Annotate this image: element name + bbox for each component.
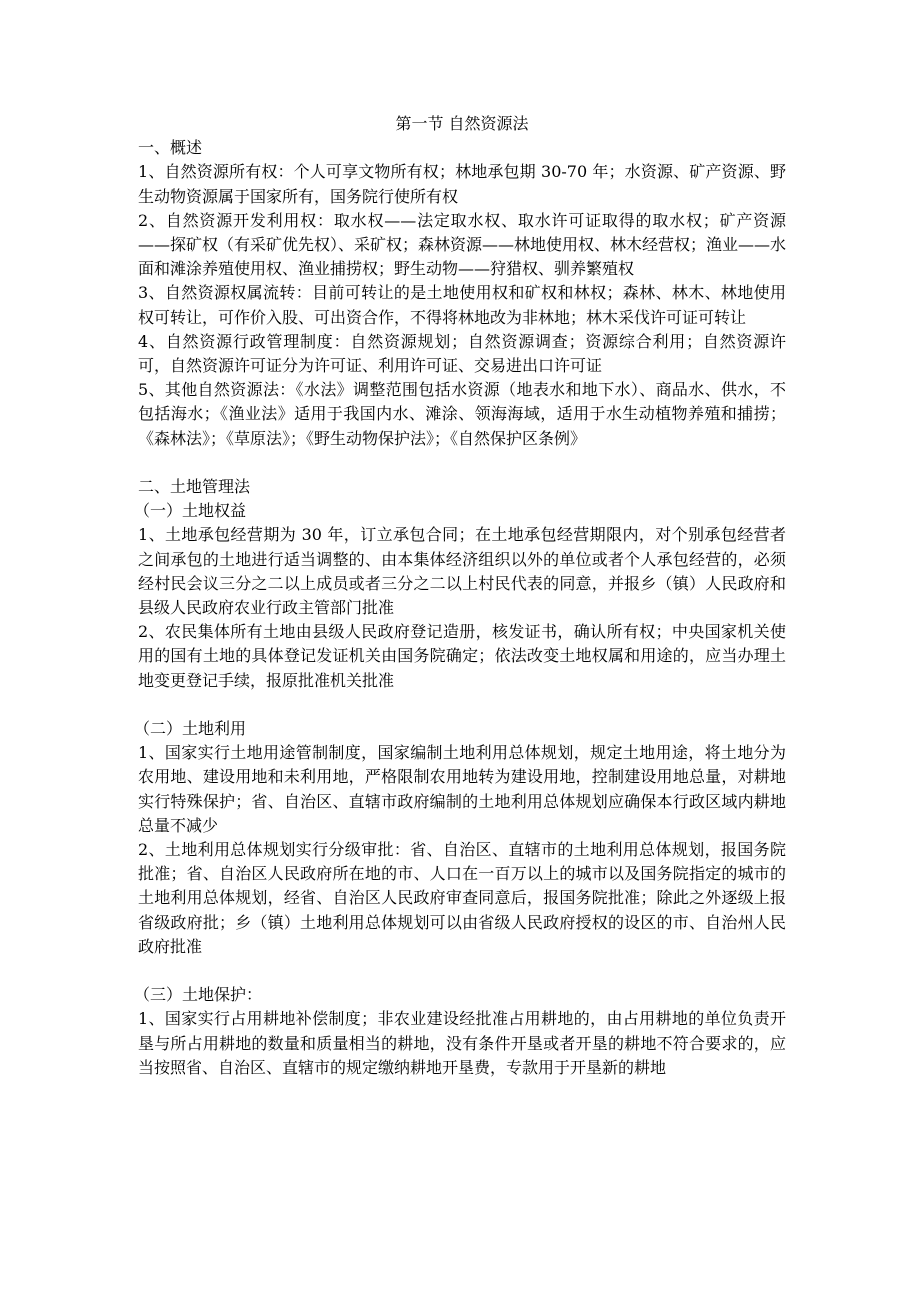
paragraph: 2、农民集体所有土地由县级人民政府登记造册，核发证书，确认所有权；中央国家机关使用的国有土地的具体登记发证机关由国务院确定；依法改变土地权属和用途的，应当办理土地变更登记手续，报原批准机关批准: [138, 622, 786, 690]
section-heading-land-law: 二、土地管理法: [138, 477, 251, 497]
paragraph: 2、自然资源开发利用权：取水权——法定取水权、取水许可证取得的取水权；矿产资源——探矿权（有采矿优先权）、采矿权；森林资源——林地使用权、林木经营权；渔业——水面和滩涂养殖使用权、渔业捕捞权；野生动物——狩猎权、驯养繁殖权: [138, 210, 787, 279]
subsection-heading-land-rights: （一）土地权益: [134, 501, 247, 521]
paragraph: 1、国家实行土地用途管制制度，国家编制土地利用总体规划，规定土地用途，将土地分为农用地、建设用地和未利用地，严格限制农用地转为建设用地，控制建设用地总量，对耕地实行特殊保护；省、自治区、直辖市政府编制的土地利用总体规划应确保本行政区域内耕地总量不减少: [138, 743, 786, 835]
subsection-heading-land-use: （二）土地利用: [134, 719, 247, 739]
spacer: [138, 693, 786, 717]
paragraph: 4、自然资源行政管理制度：自然资源规划；自然资源调查；资源综合利用；自然资源许可，自然资源许可证分为许可证、利用许可证、交易进出口许可证: [138, 331, 786, 376]
paragraph: 5、其他自然资源法：《水法》调整范围包括水资源（地表水和地下水）、商品水、供水，不包括海水；《渔业法》适用于我国内水、滩涂、领海海域，适用于水生动植物养殖和捕捞；《森林法》；《草原法》；《野生动物保护法》；《自然保护区条例》: [138, 380, 786, 448]
paragraph: 1、国家实行占用耕地补偿制度；非农业建设经批准占用耕地的，由占用耕地的单位负责开垦与所占用耕地的数量和质量相当的耕地，没有条件开垦或者开垦的耕地不符合要求的，应当按照省、自治区、直辖市的规定缴纳耕地开垦费，专款用于开垦新的耕地: [138, 1009, 786, 1077]
spacer: [138, 451, 786, 475]
paragraph: 3、自然资源权属流转：目前可转让的是土地使用权和矿权和林权；森林、林木、林地使用权可转让，可作价入股、可出资合作，不得将林地改为非林地；林木采伐许可证可转让: [138, 283, 786, 327]
paragraph: 1、自然资源所有权：个人可享文物所有权；林地承包期 30-70 年；水资源、矿产资源、野生动物资源属于国家所有，国务院行使所有权: [138, 162, 786, 206]
subsection-heading-land-protection: （三）土地保护：: [134, 985, 263, 1005]
spacer: [138, 959, 786, 983]
paragraph: 2、土地利用总体规划实行分级审批：省、自治区、直辖市的土地利用总体规划，报国务院批准；省、自治区人民政府所在地的市、人口在一百万以上的城市以及国务院指定的城市的土地利用总体规划，经省、自治区人民政府审查同意后，报国务院批准；除此之外逐级上报省级政府批；乡（镇）土地利用总体规划可以由省级人民政府授权的设区的市、自治州人民政府批准: [138, 840, 786, 956]
document-page: [134, 112, 787, 1080]
paragraph: 1、土地承包经营期为 30 年，订立承包合同；在土地承包经营期限内，对个别承包经营者之间承包的土地进行适当调整的、由本集体经济组织以外的单位或者个人承包经营的，必须经村民会议三分之二以上成员或者三分之二以上村民代表的同意，并报乡（镇）人民政府和县级人民政府农业行政主管部门批准: [138, 525, 786, 618]
section-heading-overview: 一、概述: [138, 138, 203, 158]
page-title: 第一节 自然资源法: [395, 114, 529, 133]
